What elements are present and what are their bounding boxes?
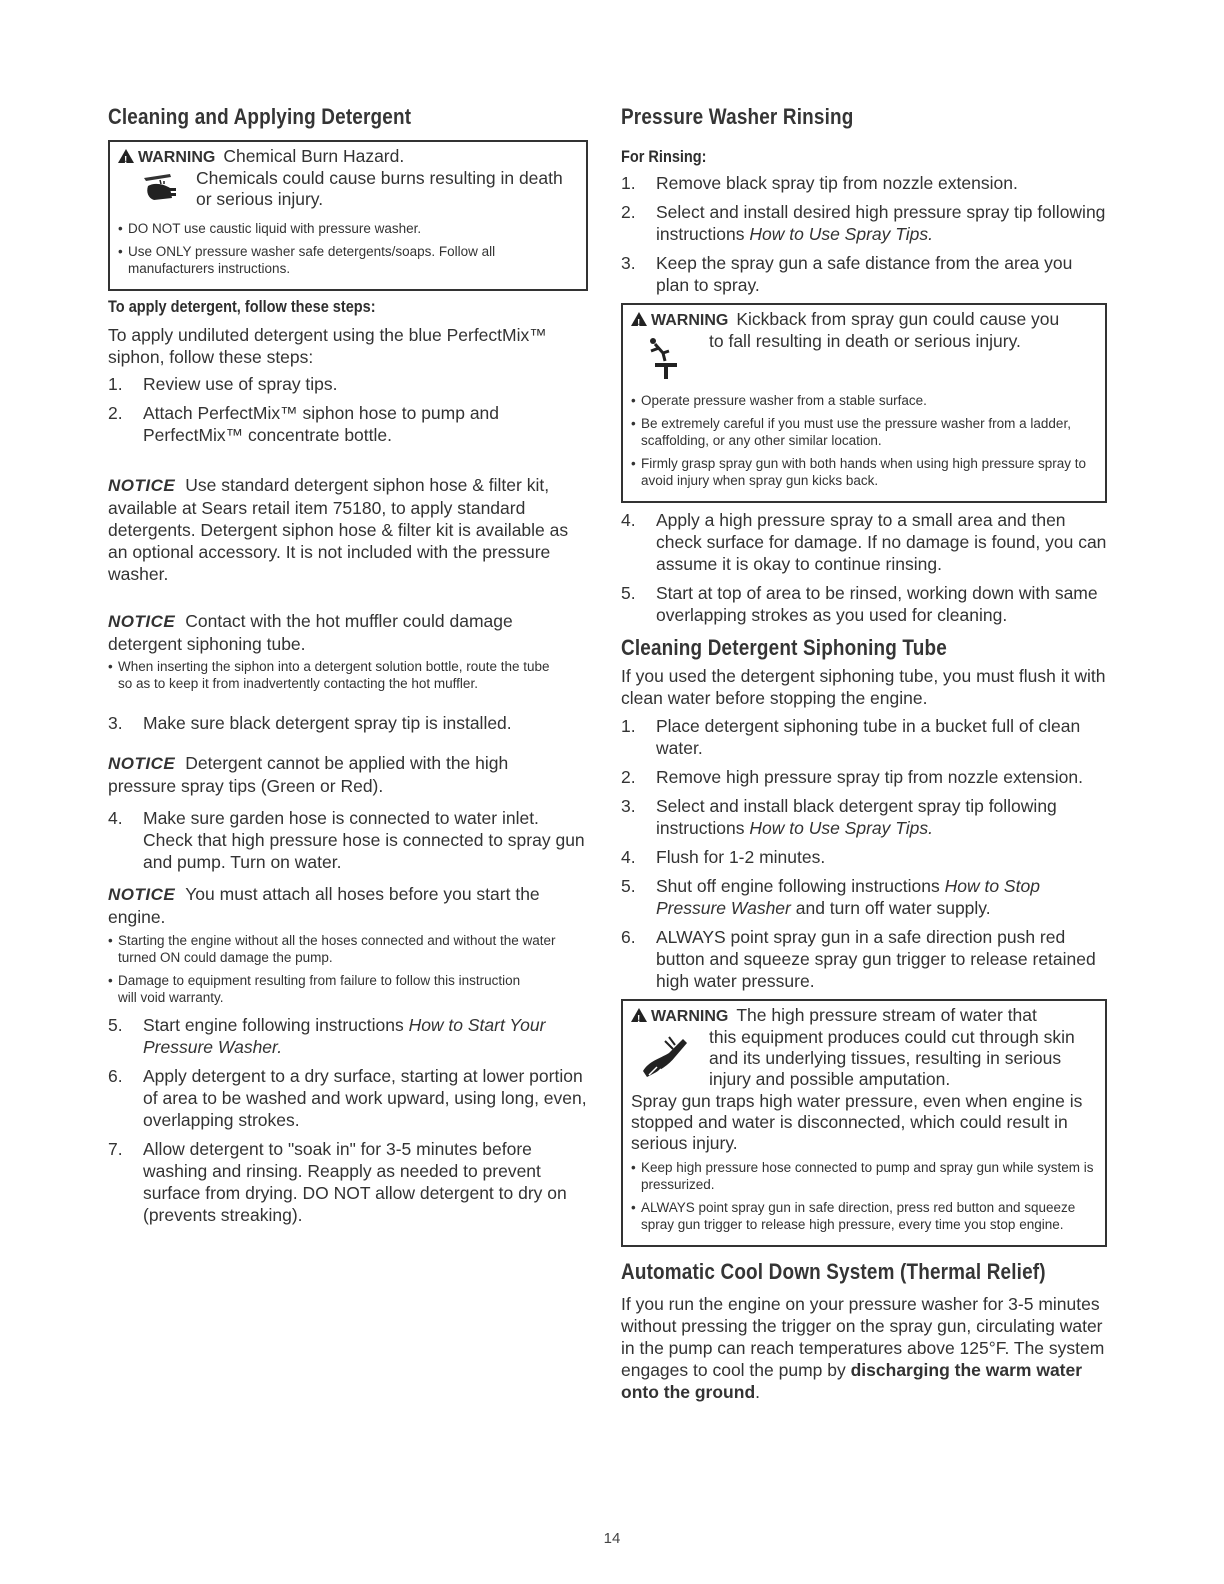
warning-paragraph: Spray gun traps high water pressure, even when engine is stopped and water is disconnected, which could result in serious injury. xyxy=(631,1091,1083,1153)
notice-3 xyxy=(108,752,528,797)
rinse-steps-list xyxy=(621,172,1107,296)
warning-bullet: • Operate pressure washer from a stable surface. xyxy=(631,392,1097,409)
warning-bullet: • ALWAYS point spray gun in safe direction, press red button and squeeze spray gun trigger to release high pressure, every time you stop engine. xyxy=(631,1199,1097,1233)
notice-label: NOTICE xyxy=(108,612,176,631)
apply-intro: To apply undiluted detergent using the blue PerfectMix™ siphon, follow these steps: xyxy=(108,325,547,367)
step-number: 6. xyxy=(621,927,636,947)
step-3-list xyxy=(108,712,590,734)
step-item xyxy=(108,373,590,395)
thermal-end: . xyxy=(755,1382,761,1402)
thermal-text: If you run the engine on your pressure washer for 3-5 minutes without pressing the trigger on the spray gun, circulating water in the pump can reach temperatures above 125°F. The system engages to cool the pump by xyxy=(621,1294,1105,1380)
step-text: Select and install black detergent spray tip following instructions xyxy=(656,796,1057,838)
step-ref: How to Start Your Pressure Washer. xyxy=(143,1015,546,1057)
step-ref: How to Stop Pressure Washer xyxy=(656,876,1040,918)
notice-label: NOTICE xyxy=(108,754,176,773)
warning-triangle-icon xyxy=(118,149,134,163)
warning-triangle-icon xyxy=(631,312,647,326)
warning-line-3: and its underlying tissues, resulting in serious xyxy=(709,1048,1062,1068)
step-text: Select and install desired high pressure spray tip following instructions xyxy=(656,202,1106,244)
notice-2-bullets xyxy=(108,658,558,692)
notice-2-text: Contact with the hot muffler could damage detergent siphoning tube. xyxy=(108,611,513,654)
step-item xyxy=(108,402,590,446)
warning-line-3: or serious injury. xyxy=(196,189,324,209)
steps-list-a xyxy=(108,373,590,446)
notice-4-bullets xyxy=(108,932,578,1006)
warning-header xyxy=(631,309,1097,331)
step-item xyxy=(621,715,1107,759)
step-number: 6. xyxy=(108,1066,123,1086)
warning-label: WARNING xyxy=(651,1008,729,1025)
step-item xyxy=(108,1065,590,1131)
step-text: Apply a high pressure spray to a small area and then check surface for damage. If no damage is found, you can assume it is okay to continue rinsing. xyxy=(656,510,1107,574)
step-number: 4. xyxy=(108,808,123,828)
step-text: Allow detergent to "soak in" for 3-5 minutes before washing and rinsing. Reapply as needed to prevent surface from drying. DO NOT allow detergent to dry on (prevents streaking). xyxy=(143,1139,567,1225)
step-item xyxy=(621,582,1107,626)
notice-label: NOTICE xyxy=(108,885,176,904)
section-heading-rinsing: Pressure Washer Rinsing xyxy=(621,104,854,129)
step-text: Review use of spray tips. xyxy=(143,374,338,394)
step-item xyxy=(621,795,1107,839)
step-text: Attach PerfectMix™ siphon hose to pump and PerfectMix™ concentrate bottle. xyxy=(143,403,500,445)
notice-4-text: You must attach all hoses before you start the engine. xyxy=(108,884,540,927)
step-number: 5. xyxy=(621,876,636,896)
section-heading-cleaning: Cleaning and Applying Detergent xyxy=(108,104,412,129)
step-text: Remove high pressure spray tip from nozzle extension. xyxy=(656,767,1084,787)
step-text: Start at top of area to be rinsed, working down with same overlapping strokes as you used for cleaning. xyxy=(656,583,1098,625)
section-heading-thermal: Automatic Cool Down System (Thermal Relief) xyxy=(621,1259,1046,1284)
step-text: Keep the spray gun a safe distance from the area you plan to spray. xyxy=(656,253,1073,295)
step-number: 3. xyxy=(621,253,636,273)
step-text-end: and turn off water supply. xyxy=(790,898,991,918)
warning-title: Chemical Burn Hazard. xyxy=(223,146,405,166)
step-number: 2. xyxy=(621,202,636,222)
warning-bullet: • Be extremely careful if you must use the pressure washer from a ladder, scaffolding, or any other similar location. xyxy=(631,415,1097,449)
warning-bullets xyxy=(631,1159,1097,1233)
warning-bullet: • DO NOT use caustic liquid with pressure washer. xyxy=(118,220,578,237)
siphon-intro: If you used the detergent siphoning tube, you must flush it with clean water before stopping the engine. xyxy=(621,666,1106,708)
notice-label: NOTICE xyxy=(108,476,176,495)
notice-bullet: • Starting the engine without all the hoses connected and without the water turned ON could damage the pump. xyxy=(108,932,578,966)
chemical-burn-icon xyxy=(140,172,180,206)
step-number: 1. xyxy=(621,173,636,193)
apply-detergent-subheading: To apply detergent, follow these steps: xyxy=(108,298,376,316)
step-number: 1. xyxy=(108,374,123,394)
warning-line-2: to fall resulting in death or serious injury. xyxy=(709,331,1021,351)
warning-bullet: • Firmly grasp spray gun with both hands when using high pressure spray to avoid injury when spray gun kicks back. xyxy=(631,455,1097,489)
step-item xyxy=(621,201,1107,245)
step-4-list xyxy=(108,807,590,873)
siphon-steps-list xyxy=(621,715,1107,992)
warning-bullets xyxy=(118,220,578,277)
notice-1-text: Use standard detergent siphon hose & filter kit, available at Sears retail item 75180, to apply standard detergents. Detergent siphon hose & filter kit is available as an optional accessory. It is not included with the pressure washer. xyxy=(108,475,569,584)
notice-bullet: • When inserting the siphon into a detergent solution bottle, route the tube so as to keep it from inadvertently contacting the hot muffler. xyxy=(108,658,558,692)
step-item xyxy=(621,172,1107,194)
step-number: 5. xyxy=(108,1015,123,1035)
step-text: Flush for 1-2 minutes. xyxy=(656,847,826,867)
step-item xyxy=(108,1014,590,1058)
warning-header xyxy=(118,146,578,168)
step-ref: How to Use Spray Tips. xyxy=(749,818,934,838)
warning-bullets xyxy=(631,392,1097,489)
step-number: 3. xyxy=(621,796,636,816)
kickback-warning-box xyxy=(621,303,1107,503)
steps-list-b xyxy=(108,1014,590,1226)
notice-2 xyxy=(108,610,590,655)
warning-label: WARNING xyxy=(138,149,216,166)
step-item xyxy=(621,509,1107,575)
step-text: Make sure black detergent spray tip is installed. xyxy=(143,713,512,733)
left-column xyxy=(108,100,590,1233)
warning-label: WARNING xyxy=(651,312,729,329)
step-ref: How to Use Spray Tips. xyxy=(749,224,934,244)
step-number: 5. xyxy=(621,583,636,603)
step-number: 1. xyxy=(621,716,636,736)
step-text: ALWAYS point spray gun in a safe direction push red button and squeeze spray gun trigger to release retained high water pressure. xyxy=(656,927,1096,991)
step-item xyxy=(108,1138,590,1226)
step-number: 2. xyxy=(621,767,636,787)
warning-bullet: • Keep high pressure hose connected to pump and spray gun while system is pressurized. xyxy=(631,1159,1097,1193)
notice-4 xyxy=(108,883,558,928)
for-rinsing-subheading: For Rinsing: xyxy=(621,148,707,166)
warning-line-1: The high pressure stream of water that xyxy=(736,1005,1037,1025)
step-item xyxy=(621,926,1107,992)
notice-3-text: Detergent cannot be applied with the high pressure spray tips (Green or Red). xyxy=(108,753,509,796)
falling-person-icon xyxy=(643,335,683,383)
step-number: 3. xyxy=(108,713,123,733)
notice-1 xyxy=(108,474,590,585)
warning-line-2: this equipment produces could cut through skin xyxy=(709,1027,1075,1047)
step-text: Apply detergent to a dry surface, starting at lower portion of area to be washed and work upward, using long, even, overlapping strokes. xyxy=(143,1066,587,1130)
high-pressure-warning-box xyxy=(621,999,1107,1247)
step-item xyxy=(621,252,1107,296)
warning-line-1: Kickback from spray gun could cause you xyxy=(736,309,1060,329)
warning-line-2: Chemicals could cause burns resulting in death xyxy=(196,168,563,188)
warning-line-4: injury and possible amputation. xyxy=(709,1069,951,1089)
section-heading-siphon: Cleaning Detergent Siphoning Tube xyxy=(621,635,947,660)
step-number: 4. xyxy=(621,847,636,867)
step-number: 7. xyxy=(108,1139,123,1159)
step-text: Place detergent siphoning tube in a bucket full of clean water. xyxy=(656,716,1081,758)
step-text: Shut off engine following instructions xyxy=(656,876,945,896)
step-item xyxy=(621,846,1107,868)
step-number: 2. xyxy=(108,403,123,423)
rinse-steps-list-b xyxy=(621,509,1107,626)
step-item xyxy=(108,712,590,734)
chemical-burn-warning-box xyxy=(108,140,588,291)
warning-triangle-icon xyxy=(631,1008,647,1022)
right-column xyxy=(621,100,1107,1403)
warning-bullet: • Use ONLY pressure washer safe detergents/soaps. Follow all manufacturers instructions. xyxy=(118,243,578,277)
injection-hazard-icon xyxy=(639,1031,691,1081)
thermal-paragraph xyxy=(621,1293,1107,1403)
step-text: Make sure garden hose is connected to water inlet. Check that high pressure hose is connected to spray gun and pump. Turn on water. xyxy=(143,808,585,872)
step-item xyxy=(621,875,1107,919)
thermal-bold: discharging the warm water onto the ground xyxy=(621,1360,1083,1402)
step-number: 4. xyxy=(621,510,636,530)
step-text: Start engine following instructions xyxy=(143,1015,409,1035)
page-number: 14 xyxy=(603,1530,621,1547)
step-text: Remove black spray tip from nozzle extension. xyxy=(656,173,1018,193)
step-item xyxy=(621,766,1107,788)
warning-header xyxy=(631,1005,1097,1027)
step-item xyxy=(108,807,590,873)
notice-bullet: • Damage to equipment resulting from failure to follow this instruction will void warranty. xyxy=(108,972,528,1006)
